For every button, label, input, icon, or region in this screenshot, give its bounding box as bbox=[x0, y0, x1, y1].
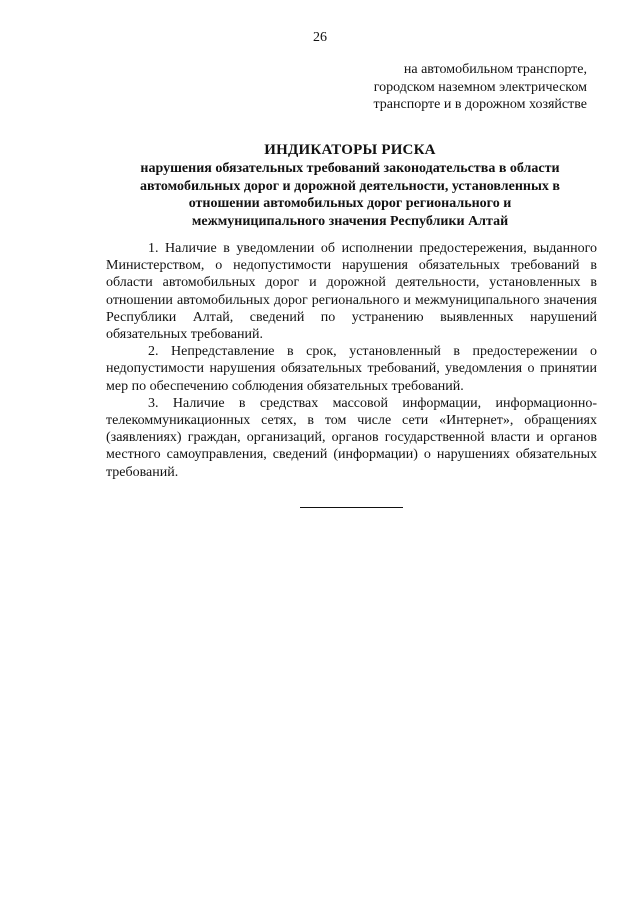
body-text bbox=[106, 240, 597, 481]
separator-line bbox=[300, 507, 403, 508]
document-subtitle bbox=[95, 160, 605, 230]
document-title: ИНДИКАТОРЫ РИСКА bbox=[264, 142, 436, 158]
paragraph-1: 1. Наличие в уведомлении об исполнении предостережения, выданного Министерством, о недопустимости нарушения обязательных требований в области автомобильных дорог и дорожной деятельности, установленных в отношении автомобильных дорог регионального и межмуниципального значения Республики Алтай, сведений по устранению выявленных нарушений обязательных требований. bbox=[106, 241, 597, 343]
header-note-line: городском наземном электрическом bbox=[373, 79, 587, 95]
title-block bbox=[95, 141, 605, 230]
paragraph-3: 3. Наличие в средствах массовой информации, информационно-телекоммуникационных сетях, в том числе сети «Интернет», обращениях (заявлениях) граждан, организаций, органов государственной власти и органов местного самоуправления, сведений (информации) о нарушениях обязательных требований. bbox=[106, 395, 597, 480]
subtitle-line: отношении автомобильных дорог регионального и bbox=[188, 196, 512, 211]
header-note bbox=[337, 61, 587, 114]
paragraph-2: 2. Непредставление в срок, установленный в предостережении о недопустимости нарушения обязательных требований, уведомления о принятии мер по обеспечению соблюдения обязательных требований. bbox=[106, 344, 597, 394]
header-note-line: транспорте и в дорожном хозяйстве bbox=[373, 97, 587, 112]
subtitle-line: межмуниципального значения Республики Алтай bbox=[191, 213, 509, 229]
page-number: 26 bbox=[313, 30, 327, 45]
subtitle-line: нарушения обязательных требований законодательства в области bbox=[140, 161, 560, 176]
header-note-line: на автомобильном транспорте, bbox=[403, 62, 587, 77]
subtitle-line: автомобильных дорог и дорожной деятельности, установленных в bbox=[140, 178, 560, 194]
